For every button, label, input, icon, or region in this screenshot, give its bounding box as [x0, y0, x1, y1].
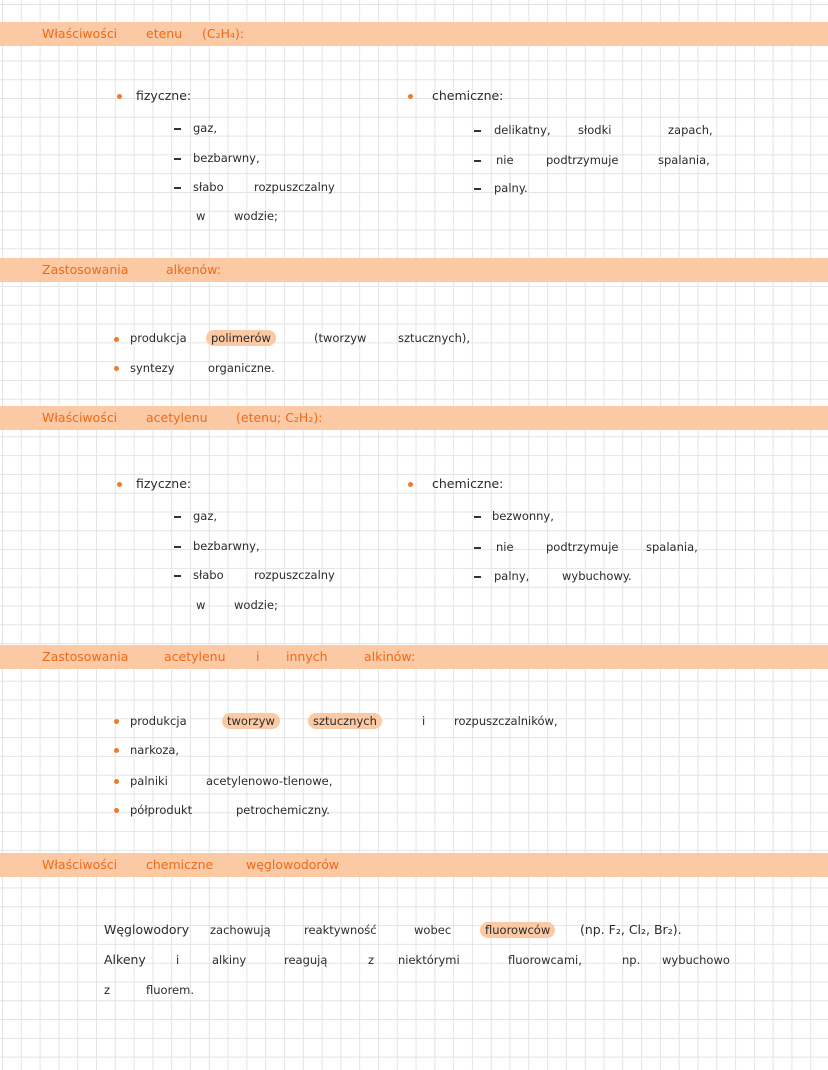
list-item: sztucznych),: [398, 331, 471, 345]
section-title: Właściwości: [42, 857, 118, 872]
paragraph-word: (np. F₂, Cl₂, Br₂).: [580, 922, 682, 937]
dash: [474, 576, 481, 578]
dash: [174, 546, 181, 548]
chemical-line: słodki: [578, 123, 612, 137]
bullet-chemical: [408, 94, 413, 99]
chemical-line: podtrzymuje: [546, 153, 619, 167]
list-item: półprodukt: [130, 803, 193, 817]
dash: [174, 187, 181, 189]
section-band-acetylene: [0, 406, 828, 430]
dash: [174, 516, 181, 518]
bullet: [114, 337, 119, 342]
section-title: Zastosowania: [42, 649, 129, 664]
list-item: palniki: [130, 774, 168, 788]
section-subject-2: węglowodorów: [246, 857, 340, 872]
physical-line: bezbarwny,: [193, 539, 260, 553]
highlighted-term: tworzyw: [222, 713, 280, 729]
paragraph-word: i: [176, 953, 180, 967]
dash: [474, 516, 481, 518]
section-other: innych: [286, 649, 328, 664]
list-item: rozpuszczalników,: [454, 714, 558, 728]
paragraph-word: fluorem.: [146, 983, 194, 997]
chemical-line: delikatny,: [494, 123, 551, 137]
section-subject: acetylenu: [164, 649, 226, 664]
dash: [474, 188, 481, 190]
dash: [474, 160, 481, 162]
dash: [174, 575, 181, 577]
section-tail: alkinów:: [364, 649, 416, 664]
section-title: Właściwości: [42, 410, 118, 425]
highlighted-term: fluorowców: [480, 922, 555, 938]
chemical-line: spalania,: [646, 540, 698, 554]
physical-label: fizyczne:: [136, 88, 192, 103]
physical-line: w: [196, 209, 206, 223]
section-and: i: [256, 649, 260, 664]
list-item: petrochemiczny.: [236, 803, 330, 817]
section-title: Właściwości: [42, 26, 118, 41]
list-item: organiczne.: [208, 361, 275, 375]
section-subject: acetylenu: [146, 410, 208, 425]
physical-line: rozpuszczalny: [254, 568, 335, 582]
dash: [174, 158, 181, 160]
section-formula: (etenu; C₂H₂):: [236, 410, 323, 425]
section-formula: (C₂H₄):: [202, 26, 245, 41]
physical-line: bezbarwny,: [193, 151, 260, 165]
paragraph-word: zachowują: [210, 923, 271, 937]
highlighted-term: polimerów: [206, 330, 276, 346]
paragraph-word: Alkeny: [104, 952, 146, 967]
paragraph-word: niektórymi: [398, 953, 460, 967]
section-band-ethene: [0, 22, 828, 46]
physical-line: wodzie;: [234, 209, 278, 223]
chemical-line: podtrzymuje: [546, 540, 619, 554]
physical-line: w: [196, 598, 206, 612]
physical-line: rozpuszczalny: [254, 180, 335, 194]
section-title: Zastosowania: [42, 262, 129, 277]
chemical-line: spalania,: [658, 153, 710, 167]
list-item: acetylenowo-tlenowe,: [206, 774, 333, 788]
physical-label: fizyczne:: [136, 476, 192, 491]
physical-line: wodzie;: [234, 598, 278, 612]
bullet-chemical: [408, 482, 413, 487]
paragraph-word: z: [368, 953, 375, 967]
chemical-line: wybuchowy.: [562, 569, 632, 583]
physical-line: gaz,: [193, 121, 218, 135]
bullet-physical: [117, 94, 122, 99]
bullet: [114, 779, 119, 784]
section-subject: chemiczne: [146, 857, 214, 872]
chemical-line: zapach,: [668, 123, 713, 137]
list-item: narkoza,: [130, 743, 180, 757]
section-band-hydrocarbons: [0, 853, 828, 877]
section-subject: alkenów:: [166, 262, 221, 277]
chemical-line: palny.: [494, 181, 528, 195]
physical-line: gaz,: [193, 509, 218, 523]
dash: [474, 547, 481, 549]
section-subject: etenu: [146, 26, 183, 41]
physical-line: słabo: [193, 180, 224, 194]
dash: [174, 128, 181, 130]
paragraph-word: np.: [622, 953, 641, 967]
chemical-label: chemiczne:: [432, 476, 504, 491]
bullet: [114, 719, 119, 724]
bullet-physical: [117, 482, 122, 487]
list-item: produkcja: [130, 331, 187, 345]
chemical-line: bezwonny,: [492, 509, 554, 523]
paragraph-word: fluorowcami,: [508, 953, 582, 967]
list-item: syntezy: [130, 361, 175, 375]
chemical-label: chemiczne:: [432, 88, 504, 103]
list-item: (tworzyw: [314, 331, 367, 345]
bullet: [114, 808, 119, 813]
bullet: [114, 748, 119, 753]
highlighted-term: sztucznych: [308, 713, 382, 729]
dash: [474, 130, 481, 132]
paragraph-word: wobec: [414, 923, 452, 937]
paragraph-word: z: [104, 983, 111, 997]
list-item: produkcja: [130, 714, 187, 728]
chemical-line: palny,: [494, 569, 530, 583]
physical-line: słabo: [193, 568, 224, 582]
bullet: [114, 366, 119, 371]
paragraph-word: alkiny: [212, 953, 247, 967]
chemical-line: nie: [496, 153, 514, 167]
paragraph-word: wybuchowo: [662, 953, 730, 967]
chemical-line: nie: [496, 540, 514, 554]
paragraph-word: reagują: [284, 953, 328, 967]
paragraph-word: reaktywność: [304, 923, 377, 937]
list-item: i: [422, 714, 426, 728]
paragraph-word: Węglowodory: [104, 922, 190, 937]
